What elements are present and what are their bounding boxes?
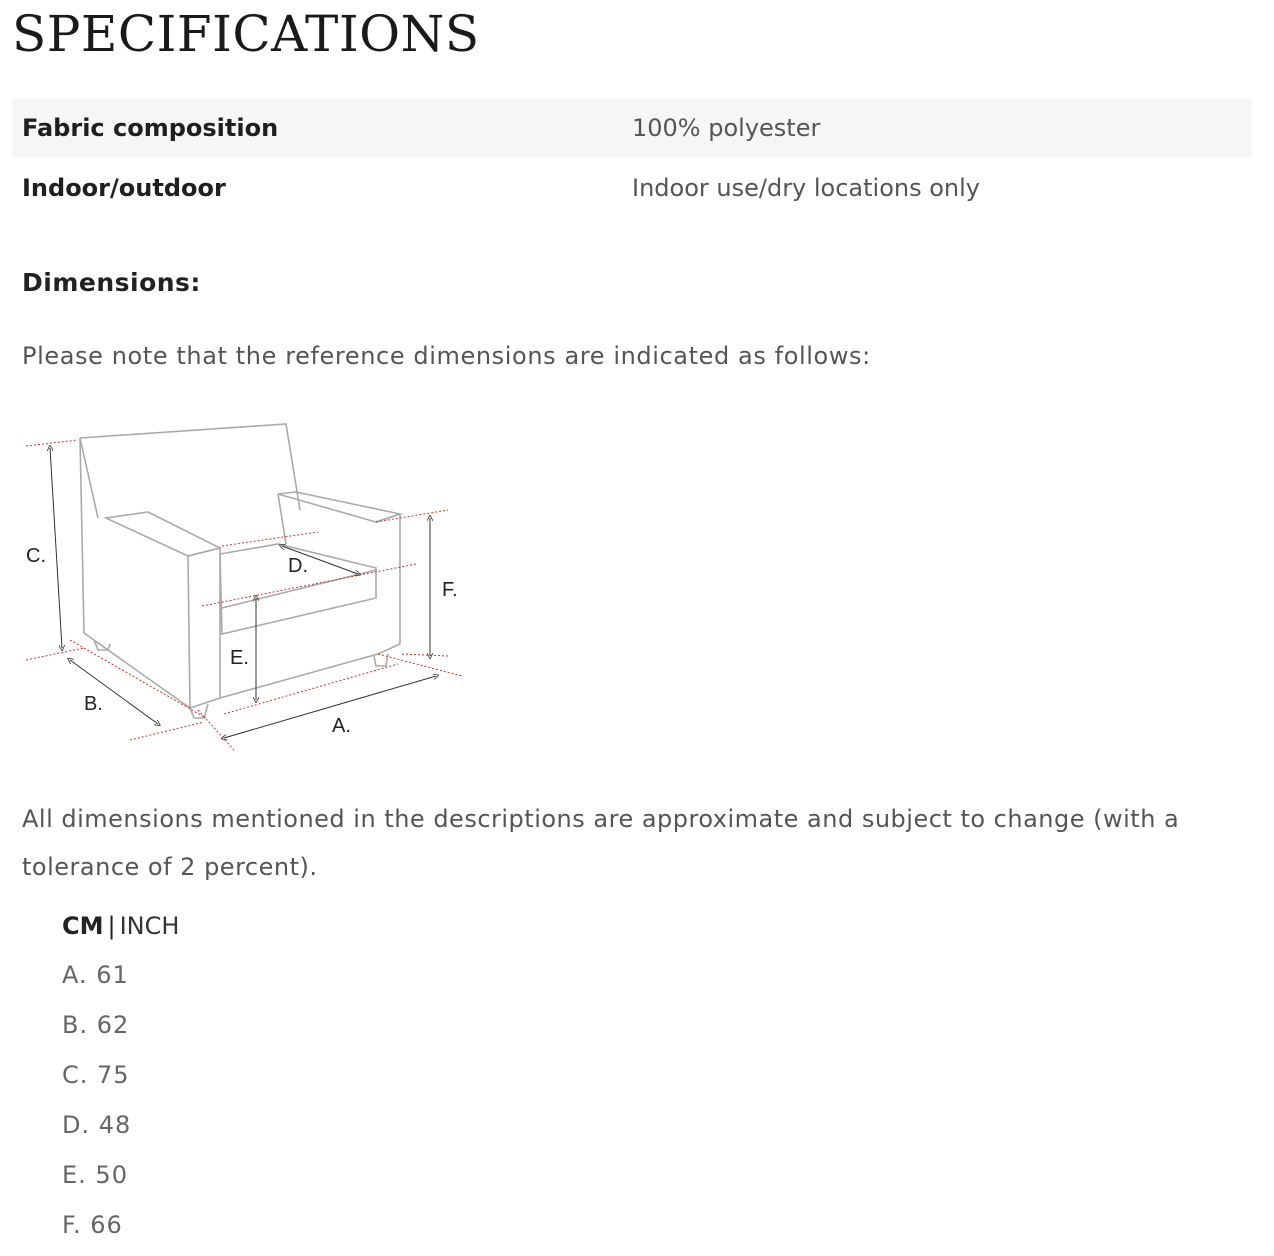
spec-row-fabric bbox=[12, 98, 1252, 158]
armchair-dimension-diagram bbox=[18, 418, 468, 758]
spec-label: Indoor/outdoor bbox=[22, 174, 226, 202]
unit-toggle bbox=[62, 912, 179, 940]
specifications-table bbox=[12, 98, 1252, 218]
armchair-outline bbox=[80, 424, 400, 718]
unit-inch-button[interactable]: INCH bbox=[119, 912, 180, 940]
diagram-label-d: D. bbox=[288, 555, 308, 577]
unit-separator: | bbox=[107, 912, 116, 940]
dimensions-note: Please note that the reference dimensions are indicated as follows: bbox=[22, 342, 871, 370]
unit-cm-button[interactable]: CM bbox=[62, 912, 104, 940]
dimension-value-c: C. 75 bbox=[62, 1061, 130, 1089]
dimensions-disclaimer: All dimensions mentioned in the descriptions are approximate and subject to change (with a tolerance of 2 percent). bbox=[22, 805, 1180, 881]
diagram-label-f: F. bbox=[442, 579, 458, 601]
dimensions-heading: Dimensions: bbox=[22, 268, 201, 297]
spec-value: 100% polyester bbox=[632, 114, 821, 142]
spec-row-indoor-outdoor bbox=[12, 158, 1252, 218]
diagram-label-b: B. bbox=[84, 693, 103, 715]
dimension-value-d: D. 48 bbox=[62, 1111, 132, 1139]
page-title: SPECIFICATIONS bbox=[12, 5, 480, 63]
dimension-values-list bbox=[62, 956, 131, 1256]
dimension-value-a: A. 61 bbox=[62, 961, 129, 989]
diagram-label-e: E. bbox=[230, 647, 249, 669]
dimension-arrows bbox=[50, 448, 436, 738]
spec-label: Fabric composition bbox=[22, 114, 279, 142]
dimension-value-b: B. 62 bbox=[62, 1011, 130, 1039]
dimension-value-f: F. 66 bbox=[62, 1211, 123, 1239]
diagram-label-c: C. bbox=[26, 545, 46, 567]
diagram-label-a: A. bbox=[332, 715, 351, 737]
dimension-value-e: E. 50 bbox=[62, 1161, 128, 1189]
spec-value: Indoor use/dry locations only bbox=[632, 174, 981, 202]
